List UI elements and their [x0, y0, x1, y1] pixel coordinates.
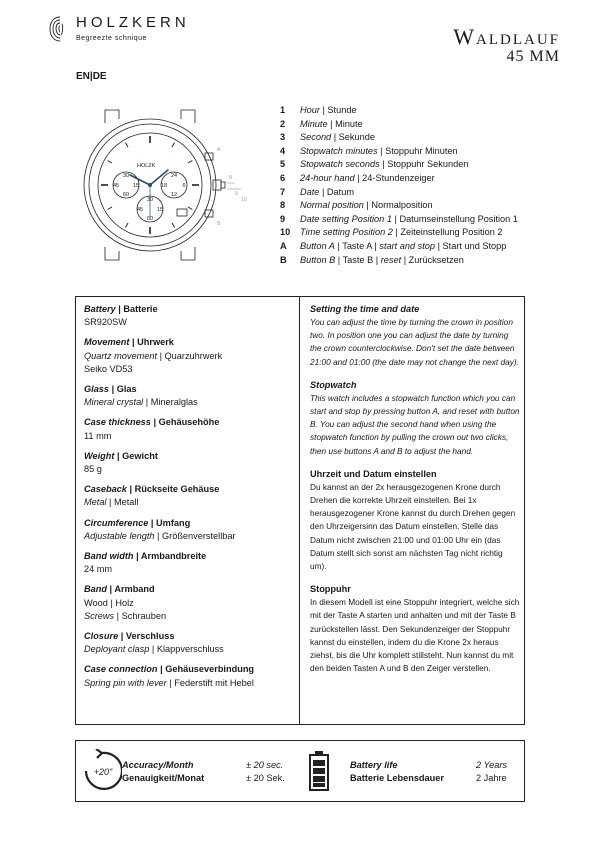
- footer-info: [75, 740, 525, 802]
- legend-item: 1 Hour | Stunde: [280, 105, 357, 115]
- accuracy-icon: [82, 749, 122, 793]
- legend-item: 9 Date setting Position 1 | Datumseinstellung Position 1: [280, 213, 518, 224]
- svg-text:30: 30: [122, 173, 130, 179]
- spec-case-connection: Case connection | Gehäuseverbindung Spring pin with lever | Federstift mit Hebel: [84, 664, 255, 688]
- legend-item: 3 Second | Sekunde: [280, 132, 375, 143]
- svg-text:45: 45: [136, 207, 144, 213]
- spec-closure: Closure | Verschluss Deployant clasp | Klappverschluss: [84, 631, 224, 655]
- accuracy-labels: Accuracy/Month Genauigkeit/Monat: [122, 760, 205, 783]
- product-title: Waldlauf: [453, 24, 560, 49]
- legend-item: 2 Minute | Minute: [280, 118, 363, 129]
- instruction-time-date-en: Setting the time and date You can adjust the time by turning the crown in position two. In position one you can adjust the date by turning the crown counterclockwise. Don't set the date between 21:00 and 01:00 (the date may not change the next day).: [310, 304, 519, 367]
- battery-values: 2 Years 2 Jahre: [476, 760, 507, 783]
- svg-text:45: 45: [112, 183, 120, 189]
- spec-glass: Glass | Glas Mineral crystal | Mineralglas: [84, 384, 198, 408]
- spec-list: [84, 303, 294, 697]
- legend-item: 4 Stopwatch minutes | Stoppuhr Minuten: [280, 145, 458, 156]
- battery-icon: [308, 750, 330, 792]
- accuracy-values: ± 20 sec. ± 20 Sek.: [246, 760, 285, 783]
- svg-text:15: 15: [156, 207, 164, 213]
- svg-text:B: B: [217, 221, 221, 227]
- instruction-stopwatch-de: Stoppuhr In diesem Modell ist eine Stoppuhr integriert, welche sich mit der Taste A starten und anhalten und mit der Taste B zurückstellen lässt. Den Sekundenzeiger der Stoppuhr kannst du einstellen, indem du die Krone 2x heraus ziehst, bis die Uhr komplett stillsteht. Nun kannst du mit den beiden Tasten A und B den Zeiger verstellen.: [310, 584, 520, 674]
- language-indicator: EN|DE: [76, 71, 107, 82]
- legend-item: 6 24-hour hand | 24-Stundenzeiger: [280, 172, 435, 183]
- svg-text:8: 8: [229, 175, 232, 181]
- spec-circumference: Circumference | Umfang Adjustable length | Größenverstellbar: [84, 517, 236, 541]
- legend-item: 8 Normal position | Normalposition: [280, 200, 433, 211]
- svg-text:24: 24: [170, 173, 178, 179]
- svg-text:6: 6: [182, 183, 186, 189]
- svg-text:18: 18: [160, 183, 168, 189]
- brand-tagline: Begreezte schnique: [76, 35, 147, 42]
- instructions: [310, 303, 520, 685]
- spec-caseback: Caseback | Rückseite Gehäuse Metal | Metall: [84, 484, 220, 508]
- battery-labels: Battery life Batterie Lebensdauer: [350, 760, 444, 783]
- column-divider: [299, 297, 300, 724]
- spec-weight: Weight | Gewicht 85 g: [84, 450, 158, 475]
- legend-item: 5 Stopwatch seconds | Stoppuhr Sekunden: [280, 159, 469, 170]
- instruction-stopwatch-en: Stopwatch This watch includes a stopwatch function which you can start and stop by pressing button A, and reset with button B. You can adjust the second hand when using the stopwatch function by pulling the crown out two clicks, then use buttons A and B to adjust the hand.: [310, 379, 520, 456]
- svg-text:10: 10: [241, 197, 247, 203]
- svg-text:60: 60: [122, 192, 130, 198]
- svg-text:60: 60: [146, 216, 154, 222]
- dial-brand: HOLZK: [137, 163, 156, 169]
- brand-name: HOLZKERN: [76, 14, 190, 31]
- product-size: 45 MM: [506, 48, 560, 65]
- spec-band: Band | Armband Wood | Holz Screws | Schrauben: [84, 584, 167, 621]
- legend-item: A Button A | Taste A | start and stop | Start und Stopp: [280, 240, 507, 251]
- spec-band-width: Band width | Armbandbreite 24 mm: [84, 551, 207, 575]
- svg-text:9: 9: [235, 191, 238, 197]
- spec-panel: [75, 296, 525, 725]
- legend-item: B Button B | Taste B | reset | Zurücksetzen: [280, 254, 464, 265]
- accuracy-icon-text: +20": [93, 767, 113, 777]
- spec-movement: Movement | Uhrwerk Quartz movement | Quarzuhrwerk Seiko VD53: [84, 337, 223, 374]
- legend-item: 10 Time setting Position 2 | Zeiteinstellung Position 2: [280, 227, 503, 238]
- legend-item: 7 Date | Datum: [280, 186, 354, 197]
- svg-text:30: 30: [146, 197, 154, 203]
- legend-list: [280, 104, 570, 267]
- svg-text:A: A: [217, 147, 221, 153]
- spec-case-thickness: Case thickness | Gehäusehöhe 11 mm: [84, 417, 220, 441]
- watch-diagram: [75, 105, 250, 265]
- instruction-time-date-de: Uhrzeit und Datum einstellen Du kannst an der 2x herausgezogenen Krone durch Drehen die korrekte Uhrzeit einstellen. Bei 1x herausgezogener Krone kannst du durch Drehen gegen den Uhrzeigersinn das Datum einstellen. Stelle das Datum nicht zwischen 21:00 und 01:00 Uhr ein (das Datum stellt sich sonst am nächsten Tag nicht richtig um).: [310, 468, 516, 572]
- svg-text:12: 12: [170, 192, 178, 198]
- spec-battery: Battery | Batterie SR920SW: [84, 304, 158, 328]
- svg-text:15: 15: [132, 183, 140, 189]
- fingerprint-logo-icon: [48, 14, 72, 44]
